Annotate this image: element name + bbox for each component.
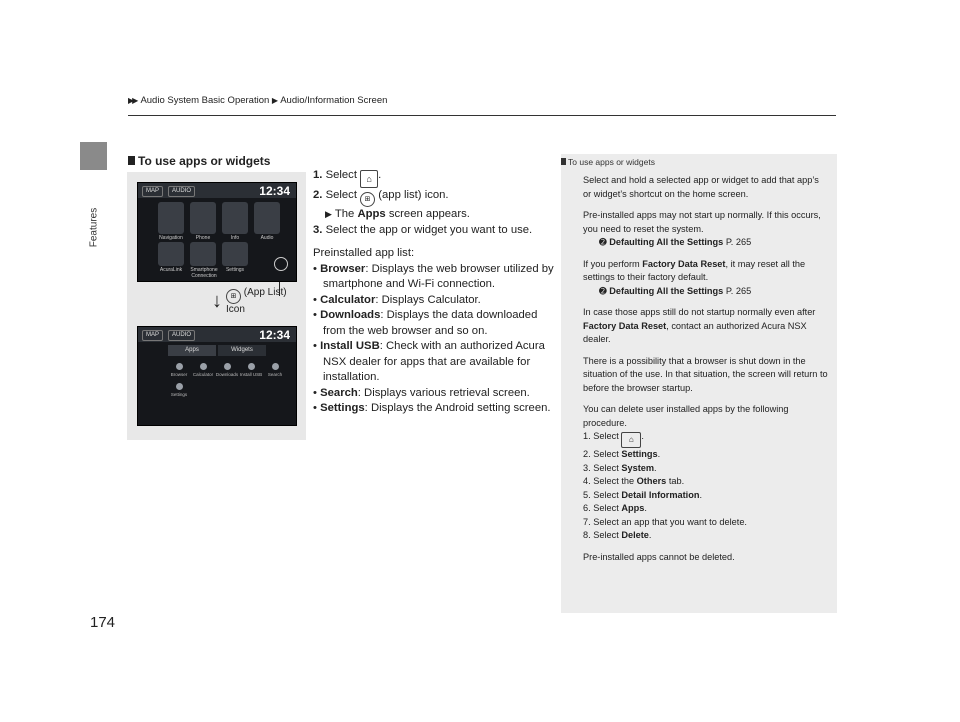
map-button: MAP — [142, 330, 163, 341]
settings-tile — [222, 242, 248, 266]
tab-widgets: Widgets — [218, 345, 266, 356]
step-2: 2. Select ⊞ (app list) icon. — [313, 188, 558, 207]
list-item: • Calculator: Displays Calculator. — [313, 293, 481, 306]
app-list-icon: ⊞ — [360, 192, 375, 207]
list-item: 4. Select the Others tab. — [583, 476, 685, 486]
breadcrumb-arrow-icon: ▶ — [271, 96, 277, 105]
note-paragraph: Select and hold a selected app or widget to add that app’s or widget’s shortcut on the home screen. — [583, 175, 819, 199]
app-list-icon: ⊞ — [226, 289, 241, 304]
breadcrumb-part2[interactable]: Audio/Information Screen — [280, 95, 388, 106]
header-divider — [128, 115, 836, 116]
reference-arrow-icon: ➋ — [599, 285, 607, 296]
step-1: 1. Select ⌂ . — [313, 168, 558, 188]
search-app-icon — [272, 363, 279, 370]
note-paragraph: Pre-installed apps cannot be deleted. — [583, 551, 735, 562]
downloads-app-icon — [224, 363, 231, 370]
clock: 12:34 — [259, 328, 290, 342]
chapter-tab — [80, 142, 107, 170]
reference-link[interactable]: ➋ Defaulting All the Settings P. 265 — [599, 285, 752, 296]
navigation-tile — [158, 202, 184, 234]
home-icon: ⌂ — [360, 170, 378, 188]
calculator-app-icon — [200, 363, 207, 370]
breadcrumb — [128, 95, 387, 106]
home-screen-image: MAP AUDIO 12:34 Navigation Phone Info Audio AcuraLink Smartphone Connection Settings — [137, 182, 297, 282]
note-paragraph: If you perform Factory Data Reset, it may reset all the settings to their factory default. ➋ Defaulting All the Settings P. 265 — [583, 258, 829, 299]
list-item: • Settings: Displays the Android setting screen. — [313, 402, 551, 414]
map-button: MAP — [142, 186, 163, 197]
chapter-label: Features — [88, 207, 100, 248]
info-tile — [222, 202, 248, 234]
home-icon: ⌂ — [621, 432, 641, 448]
smartphone-tile — [190, 242, 216, 266]
list-item: 7. Select an app that you want to delete. — [583, 516, 747, 527]
app-list-callout: ⊞ (App List) Icon — [226, 287, 287, 315]
browser-app-icon — [176, 363, 183, 370]
section-title: To use apps or widgets — [128, 154, 270, 168]
tab-apps: Apps — [168, 345, 216, 356]
note-paragraph: You can delete user installed apps by the following procedure. 1. Select ⌂ . 2. Select Settings. 3. Select System. 4. Select the Others tab. 5. Select Detail Information. 6. Select Apps. 7. Select an app that you want to delete. 8. Select Delete. — [583, 403, 829, 543]
apps-screen-image: MAP AUDIO 12:34 Apps Widgets Browser Calculator Downloads Install USB Search Settings — [137, 326, 297, 426]
section-marker-icon — [128, 156, 135, 165]
list-item: 2. Select Settings. — [583, 449, 661, 459]
note-paragraph: There is a possibility that a browser is shut down in the situation of the use. In that situation, the screen will return to before the browser startup. — [583, 355, 828, 393]
settings-app-icon — [176, 383, 183, 390]
note-paragraph: Pre-installed apps may not start up normally. If this occurs, you need to reset the system. ➋ Defaulting All the Settings P. 265 — [583, 209, 829, 250]
list-item: • Search: Displays various retrieval screen. — [313, 386, 530, 399]
list-item: • Browser: Displays the web browser utilized by smartphone and Wi-Fi connection. — [313, 262, 554, 290]
breadcrumb-part1[interactable]: Audio System Basic Operation — [140, 95, 270, 106]
list-item: 8. Select Delete. — [583, 530, 652, 540]
clock: 12:34 — [259, 184, 290, 198]
preinstalled-label: Preinstalled app list: — [313, 247, 415, 259]
list-item: • Install USB: Check with an authorized Acura NSX dealer for apps that are available for installation. — [313, 340, 545, 383]
audio-tile — [254, 202, 280, 234]
result-arrow-icon: ▶ — [325, 209, 332, 219]
note-body — [583, 174, 829, 572]
install-usb-app-icon — [248, 363, 255, 370]
page-number: 174 — [90, 614, 116, 631]
step-2-result: ▶ The Apps screen appears. — [325, 208, 470, 220]
breadcrumb-arrow-icon: ▶▶ — [128, 96, 137, 105]
step-3: 3. Select the app or widget you want to use. — [313, 223, 533, 236]
instructions — [313, 168, 558, 417]
reference-link[interactable]: ➋ Defaulting All the Settings P. 265 — [599, 237, 752, 247]
note-title: To use apps or widgets — [561, 157, 655, 167]
acuralink-tile — [158, 242, 184, 266]
list-item: 3. Select System. — [583, 462, 657, 473]
list-item: 6. Select Apps. — [583, 503, 647, 513]
reference-arrow-icon: ➋ — [599, 237, 607, 247]
audio-button: AUDIO — [168, 186, 195, 197]
note-paragraph: In case those apps still do not startup normally even after Factory Data Reset, contact an authorized Acura NSX dealer. — [583, 307, 816, 344]
down-arrow-icon: ↓ — [212, 290, 222, 312]
list-item: 5. Select Detail Information. — [583, 489, 703, 500]
note-marker-icon — [561, 158, 566, 165]
phone-tile — [190, 202, 216, 234]
app-list-icon — [274, 257, 288, 271]
list-item: 1. Select ⌂ . — [583, 430, 829, 448]
list-item: • Downloads: Displays the data downloaded from the web browser and so on. — [313, 309, 538, 337]
audio-button: AUDIO — [168, 330, 195, 341]
